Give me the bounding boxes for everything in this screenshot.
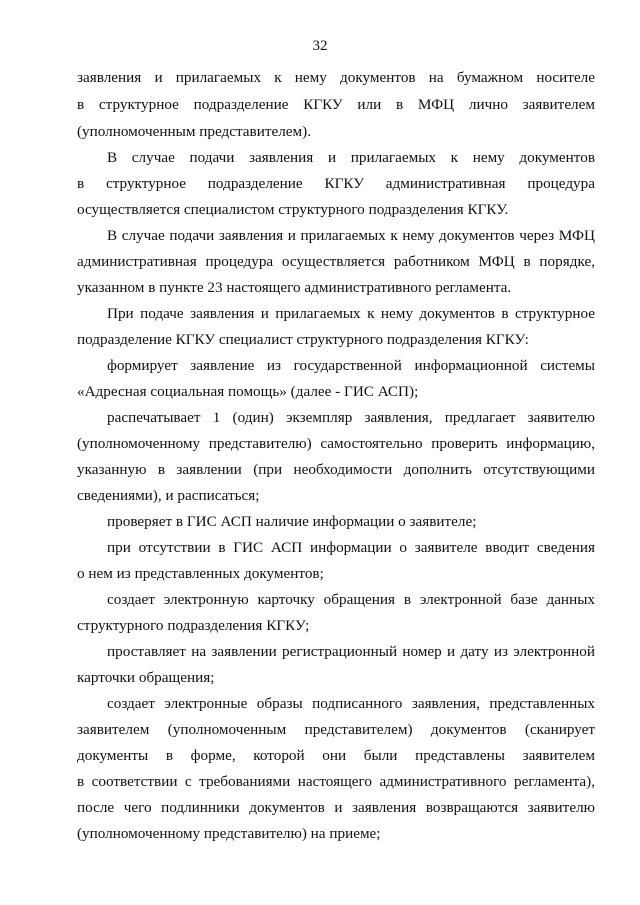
text-line: в структурное подразделение КГКУ административная процедура bbox=[77, 175, 595, 192]
text-line: административная процедура осуществляется работником МФЦ в порядке, bbox=[77, 253, 595, 270]
text-line: сведениями), и расписаться; bbox=[77, 487, 260, 504]
text-line: (уполномоченному представителю) на приеме; bbox=[77, 825, 381, 842]
text-line: распечатывает 1 (один) экземпляр заявления, предлагает заявителю bbox=[107, 409, 595, 426]
text-line: осуществляется специалистом структурного подразделения КГКУ. bbox=[77, 201, 509, 218]
text-line: структурного подразделения КГКУ; bbox=[77, 617, 310, 634]
text-line: В случае подачи заявления и прилагаемых к нему документов через МФЦ bbox=[107, 227, 595, 244]
text-line: «Адресная социальная помощь» (далее - ГИС АСП); bbox=[77, 383, 419, 400]
text-line: В случае подачи заявления и прилагаемых к нему документов bbox=[107, 149, 595, 166]
text-line: документы в форме, которой они были представлены заявителем bbox=[77, 747, 595, 764]
text-line: о нем из представленных документов; bbox=[77, 565, 324, 582]
text-line: создает электронную карточку обращения в электронной базе данных bbox=[107, 591, 595, 608]
text-line: при отсутствии в ГИС АСП информации о заявителе вводит сведения bbox=[107, 539, 595, 556]
text-line: проставляет на заявлении регистрационный номер и дату из электронной bbox=[107, 643, 595, 660]
text-line: в структурное подразделение КГКУ или в МФЦ лично заявителем bbox=[77, 96, 595, 113]
text-line: (уполномоченным представителем). bbox=[77, 123, 311, 140]
page-number: 32 bbox=[312, 38, 328, 54]
text-line: формирует заявление из государственной информационной системы bbox=[107, 357, 595, 374]
text-line: проверяет в ГИС АСП наличие информации о заявителе; bbox=[107, 513, 477, 530]
text-line: (уполномоченному представителю) самостоятельно проверить информацию, bbox=[77, 435, 595, 452]
text-line: указанном в пункте 23 настоящего административного регламента. bbox=[77, 279, 512, 296]
text-line: в соответствии с требованиями настоящего административного регламента), bbox=[77, 773, 595, 790]
text-line: заявителем (уполномоченным представителем) документов (сканирует bbox=[77, 721, 595, 738]
text-line: заявления и прилагаемых к нему документов на бумажном носителе bbox=[77, 69, 595, 86]
text-line: карточки обращения; bbox=[77, 669, 215, 686]
text-line: При подаче заявления и прилагаемых к нему документов в структурное bbox=[107, 305, 595, 322]
text-line: подразделение КГКУ специалист структурного подразделения КГКУ: bbox=[77, 331, 529, 348]
text-line: после чего подлинники документов и заявления возвращаются заявителю bbox=[77, 799, 595, 816]
text-line: указанную в заявлении (при необходимости дополнить отсутствующими bbox=[77, 461, 595, 478]
text-line: создает электронные образы подписанного заявления, представленных bbox=[107, 695, 595, 712]
